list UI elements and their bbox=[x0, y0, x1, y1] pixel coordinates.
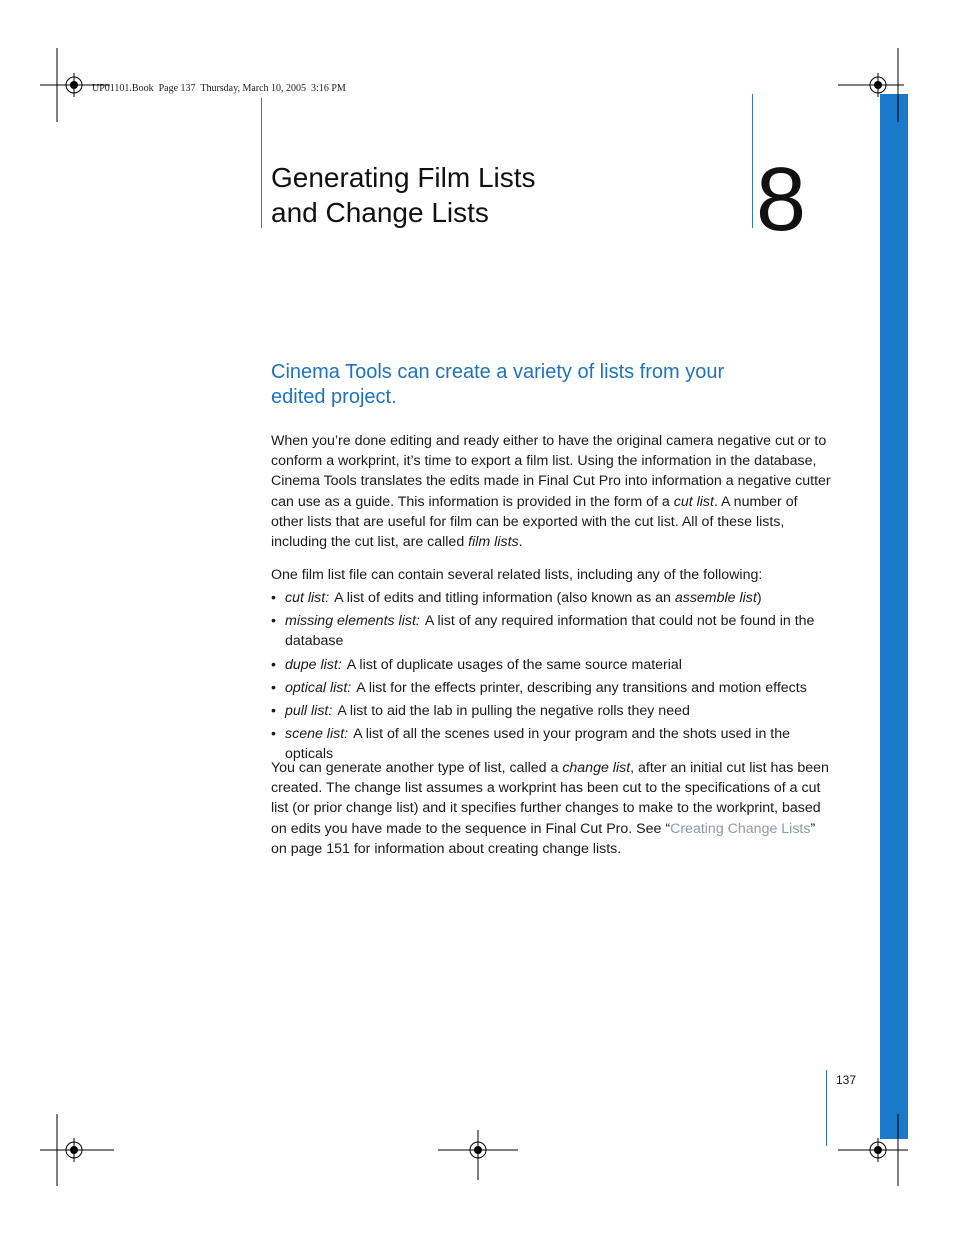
chapter-title-line-2: and Change Lists bbox=[271, 197, 489, 228]
title-rule bbox=[261, 98, 262, 228]
term-cut-list: cut list bbox=[673, 493, 714, 510]
list-item: • pull list: A list to aid the lab in pulling the negative rolls they need bbox=[271, 703, 690, 720]
chapter-title bbox=[271, 160, 536, 230]
list-item: • missing elements list: A list of any required information that could not be found in the database bbox=[271, 613, 815, 650]
registration-mark-icon bbox=[838, 1114, 908, 1186]
registration-mark-icon bbox=[40, 1114, 114, 1186]
printer-slug: UP01101.Book Page 137 Thursday, March 10, 2005 3:16 PM bbox=[92, 83, 346, 94]
creating-change-lists-link[interactable]: Creating Change Lists bbox=[670, 820, 811, 837]
film-list-types bbox=[271, 588, 831, 768]
page-number-rule bbox=[826, 1070, 827, 1146]
term-change-list: change list bbox=[562, 760, 631, 776]
registration-mark-icon bbox=[438, 1130, 518, 1180]
chapter-intro: Cinema Tools can create a variety of lists from your edited project. bbox=[271, 361, 725, 408]
chapter-number: 8 bbox=[756, 150, 807, 250]
term-film-lists: film lists bbox=[468, 534, 519, 551]
body-paragraph-2: One film list file can contain several related lists, including any of the following: bbox=[271, 567, 763, 583]
body-paragraph-3: You can generate another type of list, called a change list, after an initial cut list has been created. The change list assumes a workprint has been cut to the specifications of a cut list (or prior change list) and it specifies further changes to make to the workprint, based on edits you have made to the sequence in Final Cut Pro. See “Creating Change Lists” on page 151 for information about creating change lists. bbox=[271, 760, 829, 857]
list-item: • optical list: A list for the effects printer, describing any transitions and motion effects bbox=[271, 679, 807, 696]
body-paragraph-1: When you’re done editing and ready either to have the original camera negative cut or to conform a workprint, it’s time to export a film list. Using the information in the database, Cinema Tools translates the edits made in Final Cut Pro into information a negative cutter can use as a guide. This information is provided in the form of a cut list. A number of other lists that are useful for film can be exported with the cut list. All of these lists, including the cut list, are called film lists. bbox=[271, 433, 831, 551]
list-item: • scene list: A list of all the scenes used in your program and the shots used in the opticals bbox=[271, 726, 791, 763]
list-item: • dupe list: A list of duplicate usages of the same source material bbox=[271, 656, 682, 673]
chapter-title-line-1: Generating Film Lists bbox=[271, 162, 536, 193]
chapter-side-tab bbox=[880, 94, 908, 1139]
registration-mark-icon bbox=[40, 48, 110, 122]
page-number: 137 bbox=[836, 1073, 857, 1087]
chapter-number-rule bbox=[752, 94, 753, 228]
registration-mark-icon bbox=[838, 48, 904, 122]
list-item: • cut list: A list of edits and titling information (also known as an assemble list) bbox=[271, 590, 762, 606]
